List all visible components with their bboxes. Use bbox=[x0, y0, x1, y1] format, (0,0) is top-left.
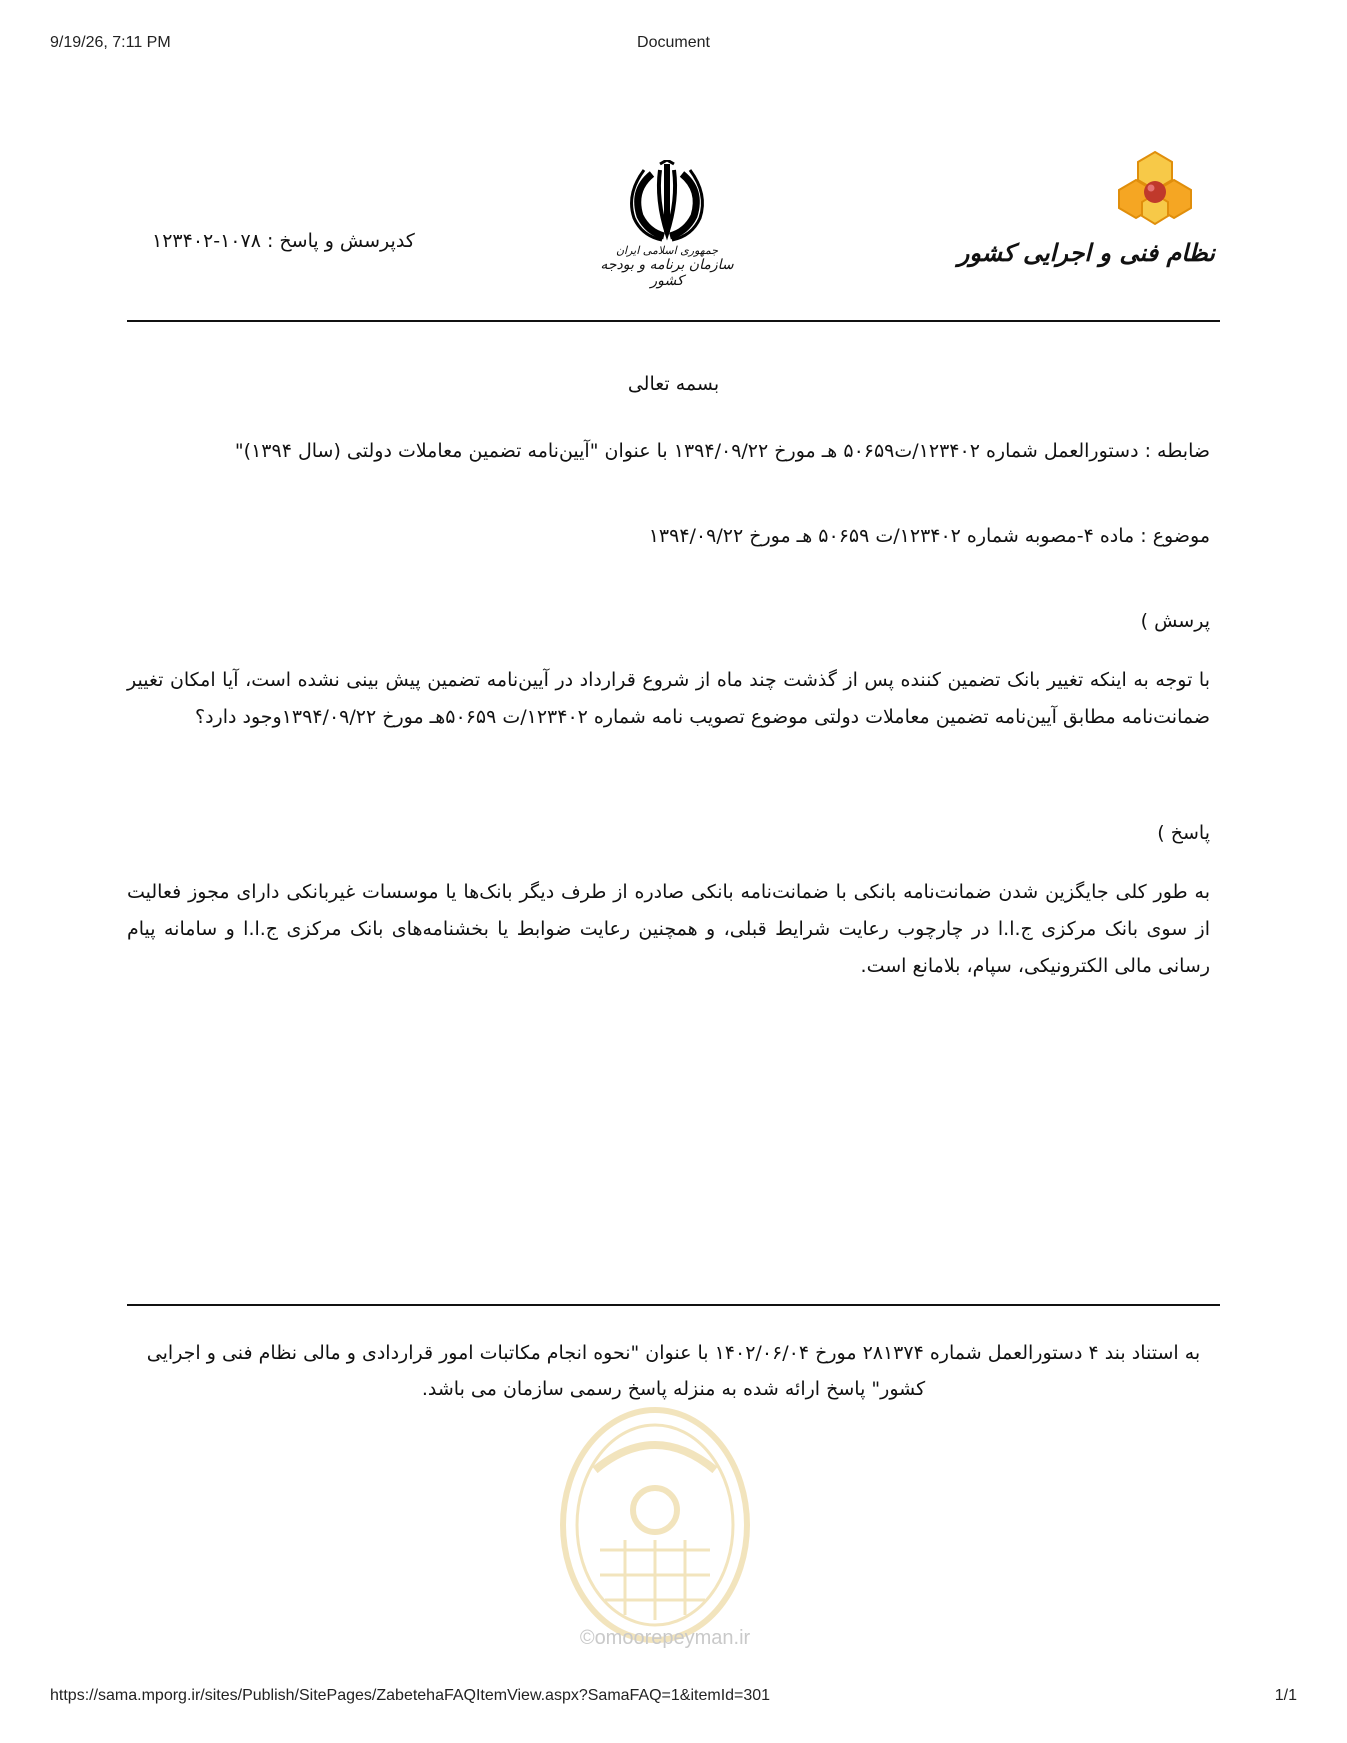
watermark-seal-icon bbox=[555, 1400, 755, 1650]
footer-note bbox=[127, 1335, 1220, 1407]
print-page-count: 1/1 bbox=[1274, 1687, 1297, 1704]
salutation: بسمه تعالی bbox=[627, 373, 720, 395]
org-logo bbox=[957, 150, 1215, 300]
question-label: پرسش ) bbox=[1140, 610, 1210, 632]
print-datetime: 9/19/26, 7:11 PM bbox=[50, 34, 171, 51]
print-title: Document bbox=[637, 34, 710, 51]
org-logo-text: نظام فنی و اجرایی کشور bbox=[957, 238, 1215, 267]
iran-emblem-icon bbox=[622, 160, 712, 242]
print-url: https://sama.mporg.ir/sites/Publish/SitePages/ZabetehaFAQItemView.aspx?SamaFAQ=1&itemId=301 bbox=[50, 1687, 771, 1704]
zabeteh-line: ضابطه : دستورالعمل شماره ۱۲۳۴۰۲/ت۵۰۶۵۹ هـ مورخ ۱۳۹۴/۰۹/۲۲ با عنوان "آیین‌نامه تضمین معاملات دولتی (سال ۱۳۹۴)" bbox=[234, 440, 1210, 462]
header-divider bbox=[127, 320, 1220, 322]
footer-divider bbox=[127, 1304, 1220, 1306]
answer-label: پاسخ ) bbox=[1157, 822, 1210, 844]
print-header bbox=[50, 34, 1297, 56]
subject-line: موضوع : ماده ۴-مصوبه شماره ۱۲۳۴۰۲/ت ۵۰۶۵۹ هـ مورخ ۱۳۹۴/۰۹/۲۲ bbox=[648, 525, 1210, 547]
government-emblem bbox=[597, 160, 737, 310]
emblem-line-2: سازمان برنامه و بودجه کشور bbox=[600, 257, 734, 289]
answer-text: به طور کلی جایگزین شدن ضمانت‌نامه بانکی با ضمانت‌نامه بانکی صادره از طرف دیگر بانک‌ها یا موسسات غیربانکی دارای مجوز فعالیت از سوی بانک مرکزی ج.ا.ا در چارچوب رعایت شرایط قبلی، و همچنین رعایت ضوابط یا بخشنامه‌های بانک مرکزی ج.ا.ا و سامانه پیام رسانی مالی الکترونیکی، سپام، بلامانع است. bbox=[127, 881, 1210, 977]
emblem-line-1: جمهوری اسلامی ایران bbox=[615, 244, 719, 257]
copyright-icon: © bbox=[579, 1627, 595, 1649]
print-footer bbox=[50, 1687, 1297, 1709]
qa-code: کدپرسش و پاسخ : ۱۰۷۸-۱۲۳۴۰۲ bbox=[152, 230, 415, 252]
footer-note-line-2: کشور" پاسخ ارائه شده به منزله پاسخ رسمی سازمان می باشد. bbox=[421, 1378, 926, 1400]
cube-logo-icon bbox=[1100, 150, 1210, 230]
question-text: با توجه به اینکه تغییر بانک تضمین کننده پس از گذشت چند ماه از شروع قرارداد در آیین‌نامه تضمین پیش بینی نشده است، آیا امکان تغییر ضمانت‌نامه مطابق آیین‌نامه تضمین معاملات دولتی موضوع تصویب نامه شماره ۱۲۳۴۰۲/ت ۵۰۶۵۹هـ مورخ ۱۳۹۴/۰۹/۲۲وجود دارد؟ bbox=[127, 669, 1210, 728]
watermark-url: omoorepeyman.ir bbox=[594, 1627, 751, 1649]
footer-note-line-1: به استناد بند ۴ دستورالعمل شماره ۲۸۱۳۷۴ مورخ ۱۴۰۲/۰۶/۰۴ با عنوان "نحوه انجام مکاتبات امور قراردادی و مالی نظام فنی و اجرایی bbox=[146, 1342, 1201, 1364]
watermark-text bbox=[560, 1627, 770, 1650]
letterhead bbox=[127, 150, 1220, 320]
